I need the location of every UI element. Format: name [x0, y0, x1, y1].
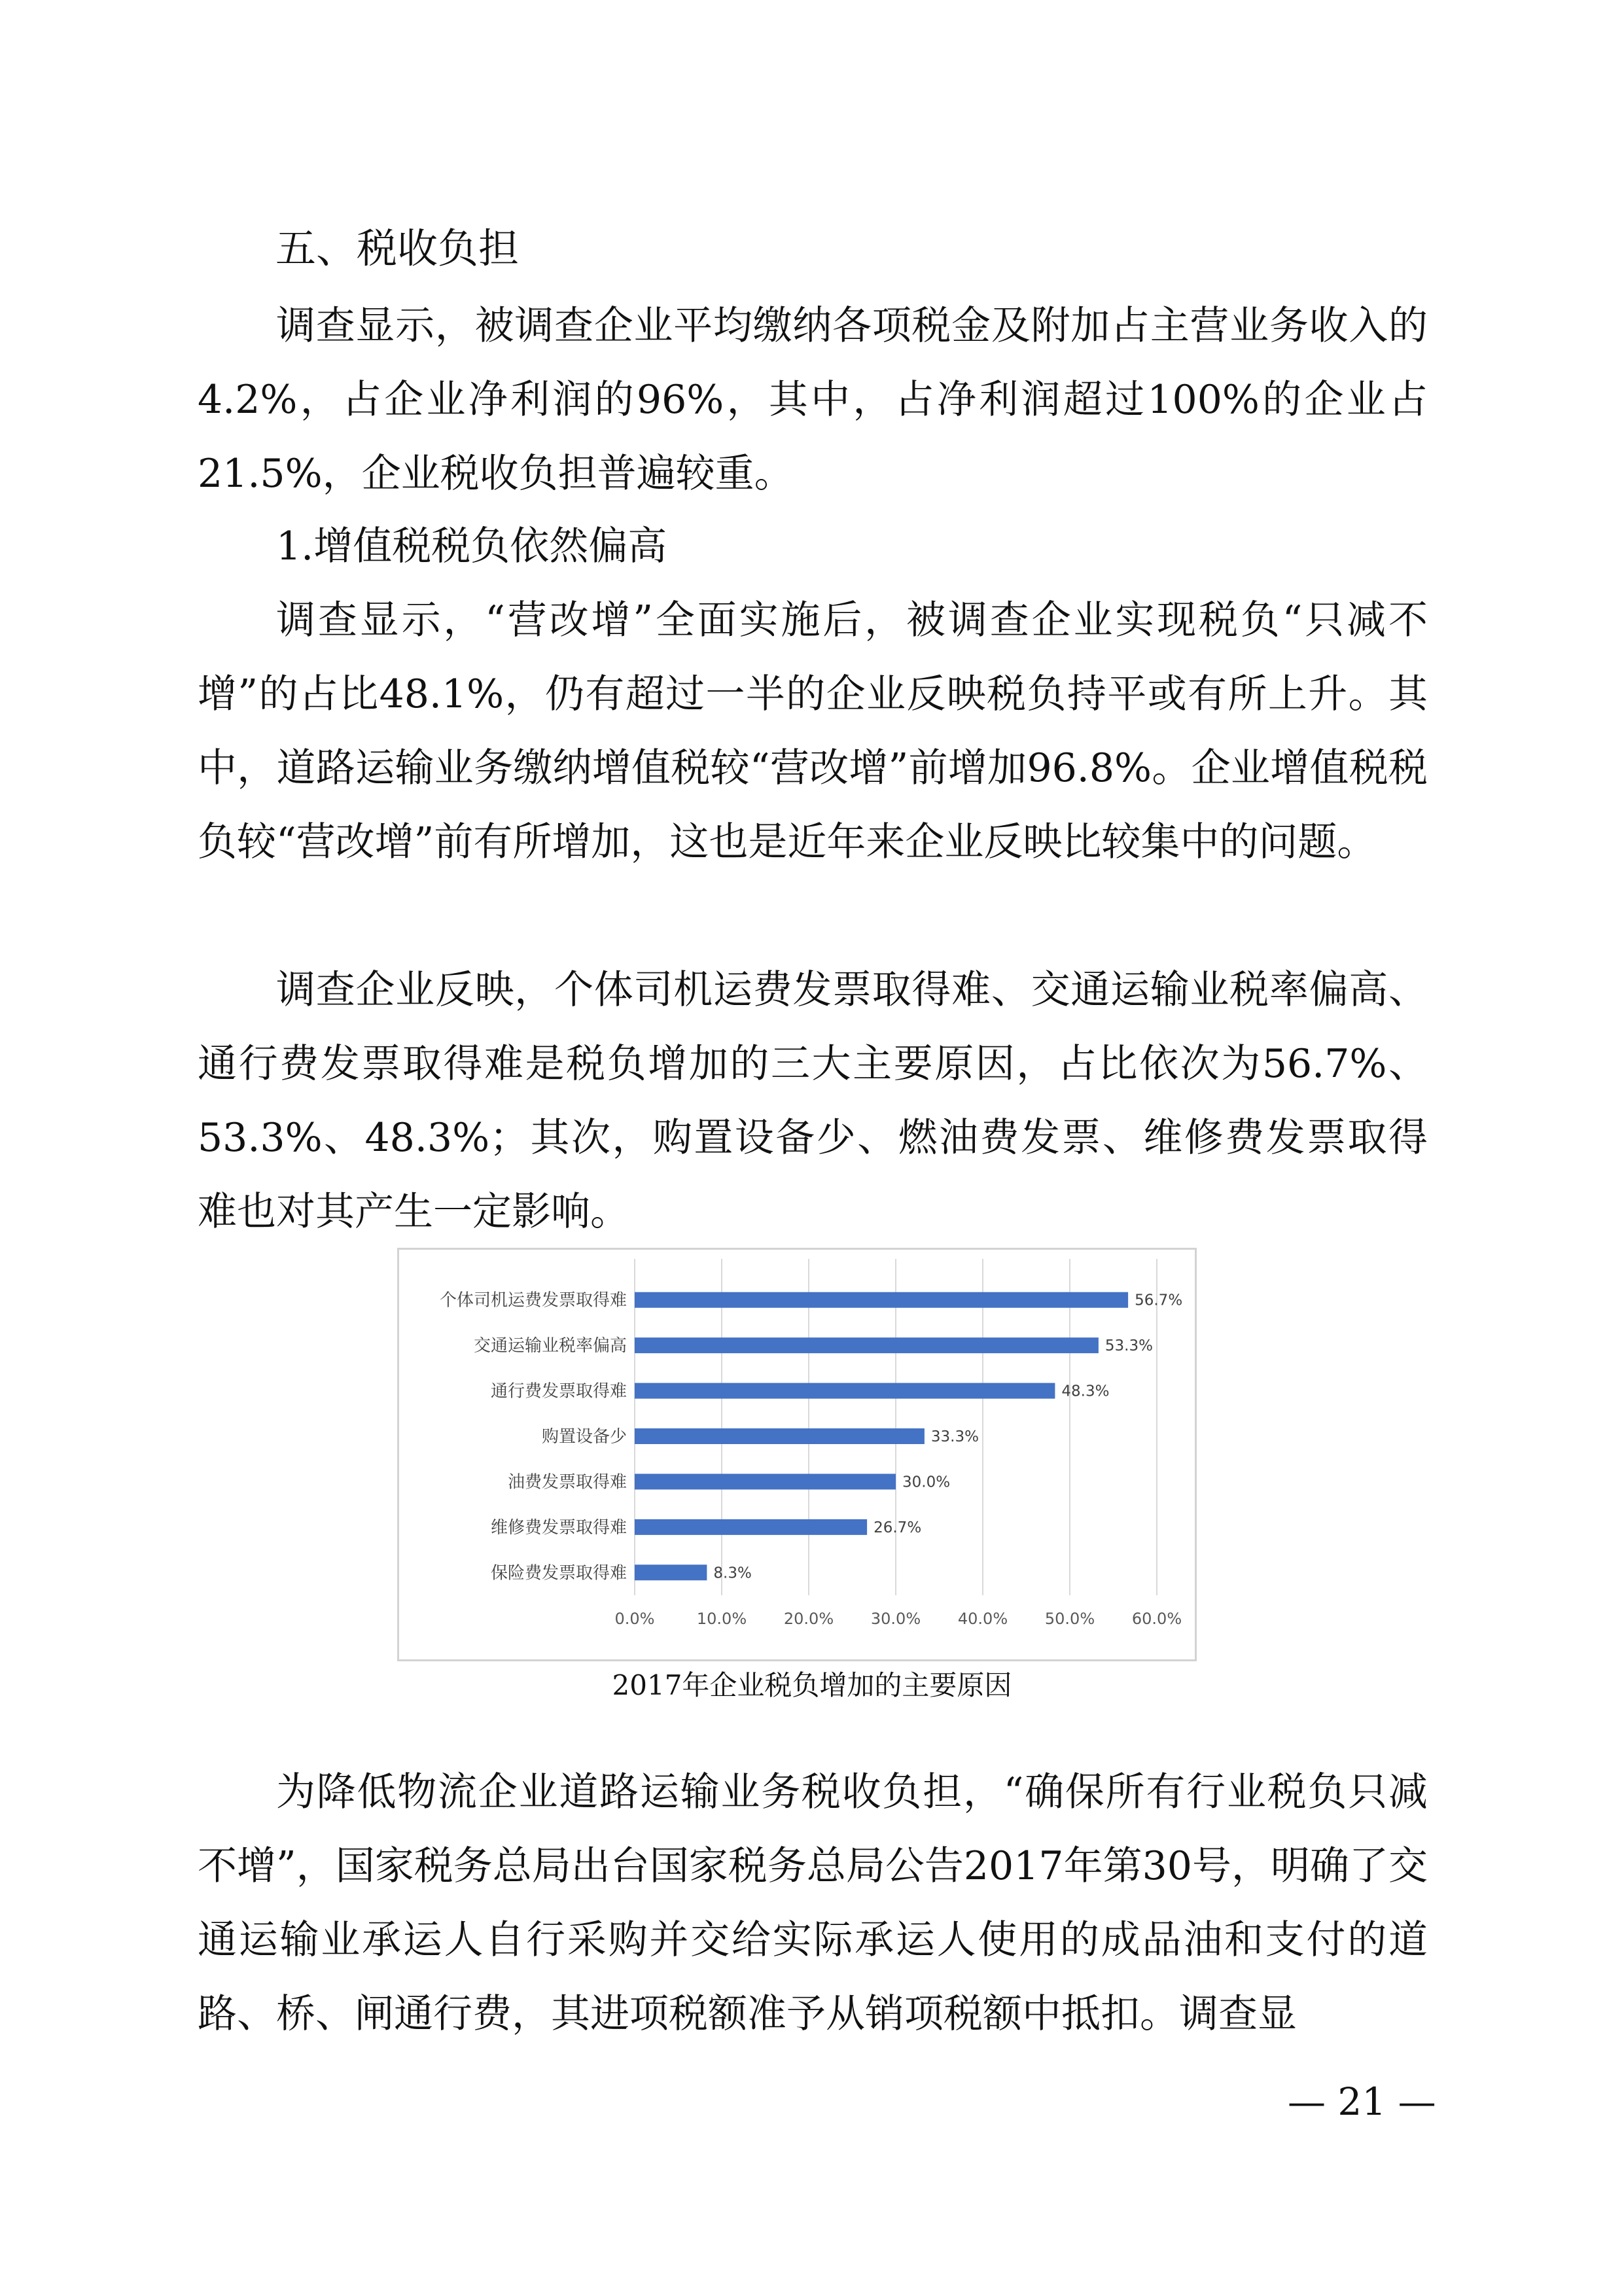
page-number: — 21 —	[1288, 2079, 1436, 2124]
paragraph-reasons: 调查企业反映，个体司机运费发票取得难、交通运输业税率偏高、通行费发票取得难是税负增加的三大主要原因，占比依次为56.7%、53.3%、48.3%；其次，购置设备少、燃油费发票、维修费发票取得难也对其产生一定影响。	[198, 967, 1428, 1235]
bar	[635, 1383, 1055, 1399]
data-label: 26.7%	[874, 1519, 922, 1536]
figure-caption: 2017年企业税负增加的主要原因	[612, 1669, 1012, 1701]
category-label: 维修费发票取得难	[490, 1517, 627, 1538]
x-tick-label: 40.0%	[957, 1610, 1008, 1628]
data-label: 53.3%	[1104, 1337, 1153, 1355]
bar	[635, 1564, 707, 1580]
data-label: 30.0%	[902, 1474, 951, 1491]
category-label: 油费发票取得难	[507, 1472, 627, 1492]
paragraph-policy: 为降低物流企业道路运输业务税收负担，“确保所有行业税负只减不增”，国家税务总局出台国家税务总局公告2017年第30号，明确了交通运输业承运人自行采购并交给实际承运人使用的成品油和支付的道路、桥、闸通行费，其进项税额准予从销项税额中抵扣。调查显	[198, 1769, 1428, 2037]
x-tick-label: 20.0%	[783, 1610, 834, 1628]
subheading-vat: 1.增值税税负依然偏高	[276, 523, 667, 569]
paragraph-vat-survey: 调查显示，“营改增”全面实施后，被调查企业实现税负“只减不增”的占比48.1%，仍有超过一半的企业反映税负持平或有所上升。其中，道路运输业务缴纳增值税较“营改增”前增加96.8%。企业增值税税负较“营改增”前有所增加，这也是近年来企业反映比较集中的问题。	[198, 597, 1428, 865]
category-label: 保险费发票取得难	[490, 1563, 627, 1583]
category-label: 通行费发票取得难	[490, 1381, 627, 1402]
bar	[635, 1428, 925, 1444]
bar	[635, 1519, 867, 1535]
data-label: 56.7%	[1135, 1292, 1183, 1309]
bar	[635, 1474, 896, 1489]
data-label: 8.3%	[713, 1564, 752, 1582]
bar-chart	[399, 1250, 1195, 1659]
x-tick-label: 50.0%	[1044, 1610, 1095, 1628]
x-tick-label: 10.0%	[696, 1610, 747, 1628]
paragraph-tax-overview: 调查显示，被调查企业平均缴纳各项税金及附加占主营业务收入的 4.2%，占企业净利润的96%，其中，占净利润超过100%的企业占21.5%，企业税收负担普遍较重。	[198, 303, 1428, 497]
category-label: 交通运输业税率偏高	[473, 1336, 627, 1356]
category-label: 个体司机运费发票取得难	[439, 1290, 627, 1311]
bar	[635, 1292, 1128, 1308]
x-tick-label: 0.0%	[614, 1610, 655, 1628]
bar-chart-figure	[397, 1248, 1197, 1661]
data-label: 33.3%	[930, 1428, 979, 1445]
bar	[635, 1337, 1099, 1353]
x-tick-label: 60.0%	[1131, 1610, 1182, 1628]
category-label: 购置设备少	[541, 1427, 627, 1447]
x-tick-label: 30.0%	[870, 1610, 921, 1628]
section-title: 五、税收负担	[275, 224, 520, 272]
data-label: 48.3%	[1061, 1383, 1110, 1400]
